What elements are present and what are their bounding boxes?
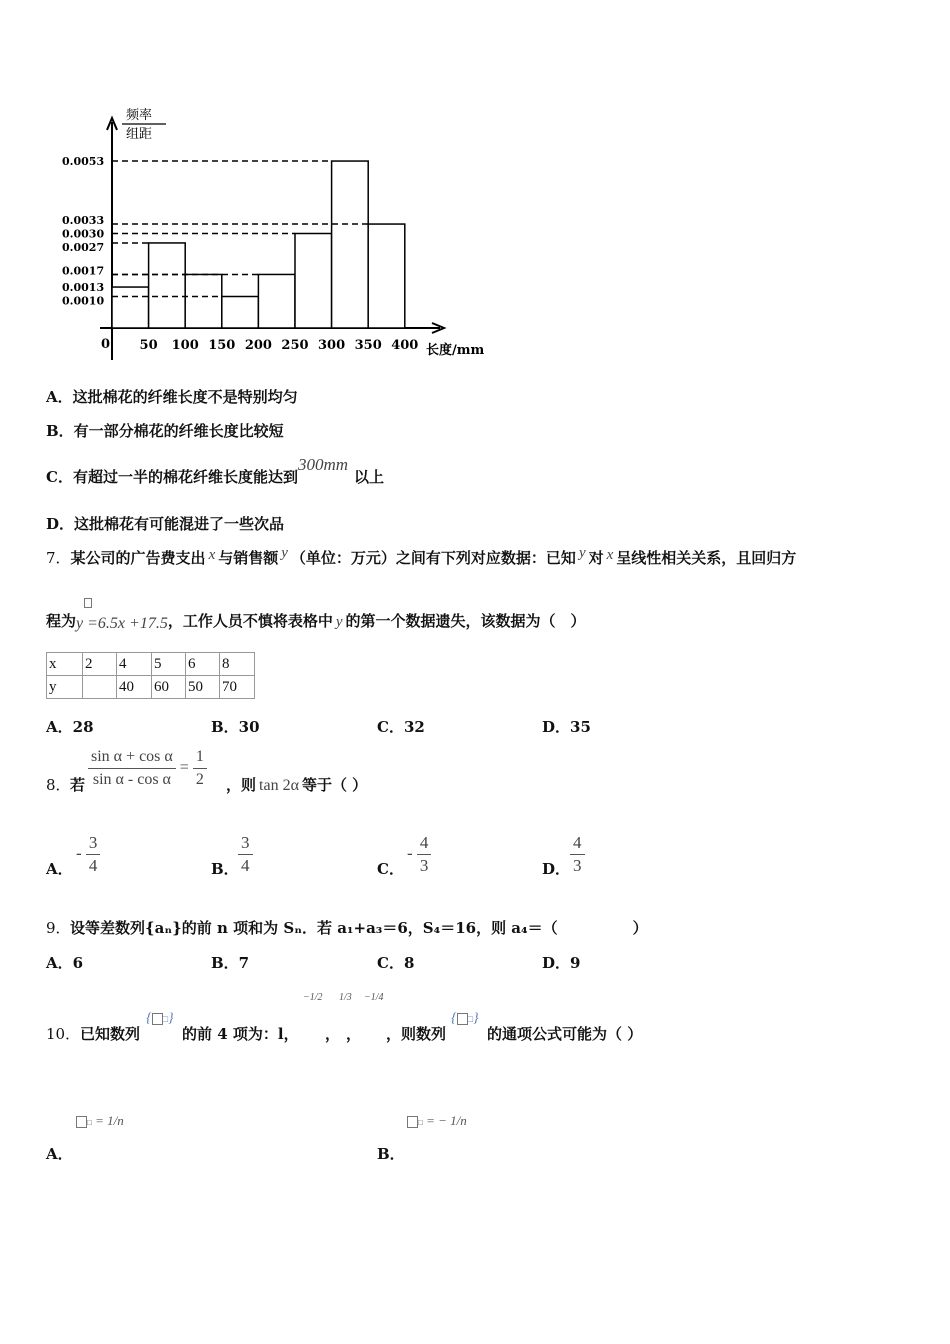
placeholder-icon [76,1116,87,1128]
q8-option-b-top: 3 [238,832,253,855]
histogram-bar [185,274,222,328]
q10-option-b-formula: □ = − 1/n [407,1113,467,1129]
q10-text4: 的通项公式可能为（ ） [487,1025,643,1043]
q8-rhs-top: 1 [193,746,207,769]
q8-option-a-top: 3 [86,832,101,855]
q8-option-a-label: A． [46,860,73,878]
q7-var-y: y [281,545,288,561]
q10-term2: −1/2 [303,992,323,1003]
q7-text4: 对 [588,549,604,567]
q8-option-a-value [76,832,100,877]
table-cell: 5 [152,653,186,676]
q8-option-d-bottom: 3 [573,856,582,875]
q7-text1: 某公司的广告费支出 [70,549,206,567]
y-tick-label: 0.0013 [62,281,105,295]
q9-option-a: A．6 [46,954,84,972]
y-tick-label: 0.0053 [62,155,105,169]
table-cell: 50 [186,676,220,699]
q7-text2: 与销售额 [218,549,279,567]
table-cell: 4 [117,653,152,676]
x-axis-label: 长度/mm [426,343,485,358]
origin-label: 0 [101,337,111,352]
q6-option-c-text: C．有超过一半的棉花纤维长度能达到 [46,468,298,486]
table-cell: 40 [117,676,152,699]
q8-rest [226,774,367,795]
x-tick-label: 150 [208,338,236,353]
q10-option-a-formula: □ = 1/n [76,1113,124,1129]
q7-option-c: C．32 [377,718,425,736]
q6-option-a: A．这批棉花的纤维长度不是特别均匀 [46,388,298,406]
q10-number: 10． [46,1025,81,1043]
q8-option-d-value [570,832,585,877]
q9-option-b: B．7 [211,954,250,972]
histogram-chart [0,0,950,380]
table-row [47,653,255,676]
q7-line2-pre: 程为 [46,612,77,630]
q8-option-a-bottom: 4 [88,856,98,875]
q10-text2: 的前 4 项为：l， [182,1025,299,1043]
q10-sep1: ， [325,1025,341,1043]
q7-text3: （单位：万元）之间有下列对应数据：已知 [290,549,576,567]
y-tick-label: 0.0033 [62,214,105,228]
q10-option-a-rhs: = 1/n [95,1113,124,1128]
q7-line2-post: 的第一个数据遗失，该数据为（ ） [345,612,586,630]
q7-var-y3: y [335,614,343,630]
q9-number: 9． [46,919,71,937]
q8-option-c-sign: - [407,843,413,863]
yhat-mark-icon [84,597,92,608]
q7-var-x2: x [606,547,614,563]
q6-option-d: D．这批棉花有可能混进了一些次品 [46,515,285,533]
q10-term3: 1/3 [339,992,352,1003]
y-tick-label: 0.0010 [62,294,105,308]
q7-option-d: D．35 [542,718,591,736]
x-tick-label: 250 [281,338,309,353]
placeholder-icon [407,1116,418,1128]
q8-number: 8． [46,776,71,794]
x-tick-label: 100 [171,338,199,353]
histogram-bar [112,287,149,328]
q10-option-b-rhs: = − 1/n [426,1113,467,1128]
q8-option-c-top: 4 [417,832,432,855]
table-row [47,676,255,699]
q6-option-b: B．有一部分棉花的纤维长度比较短 [46,422,284,440]
y-axis-label-top: 频率 [126,108,153,123]
table-cell: x [47,653,83,676]
q8-option-b-bottom: 4 [241,856,250,875]
q7-stem-line2 [46,610,586,631]
histogram-bar [222,297,259,329]
table-cell: 70 [220,676,255,699]
histogram-bar [258,274,295,328]
q8-tan: tan 2α [259,777,299,794]
sequence-symbol-icon: { □} [146,1011,174,1026]
table-cell: 60 [152,676,186,699]
q8-option-c-bottom: 3 [419,856,429,875]
q10-term4: −1/4 [364,992,384,1003]
table-cell: 8 [220,653,255,676]
q9-option-d: D．9 [542,954,581,972]
q7-number: 7． [46,549,71,567]
x-tick-label: 300 [318,338,346,353]
x-tick-label: 200 [244,338,272,353]
q10-option-b-label: B． [377,1145,405,1163]
q10-text3: ，则数列 [386,1025,447,1043]
q8-text2: ，则 [226,776,257,794]
q8-equals: = [179,759,189,777]
q7-data-table [46,652,255,699]
q8-numerator: sin α + cos α [88,746,176,769]
table-cell: 6 [186,653,220,676]
histogram-bar [295,234,332,329]
q7-text5: 呈线性相关关系，且回归方 [616,549,797,567]
x-tick-label: 50 [139,338,158,353]
y-tick-label: 0.0030 [62,227,105,241]
q10-text1: 已知数列 [80,1025,141,1043]
q8-fraction [88,746,207,791]
q8-option-d-top: 4 [570,832,585,855]
y-axis-label-bottom: 组距 [126,127,153,142]
q7-var-x: x [208,547,216,563]
y-tick-label: 0.0027 [62,240,105,254]
y-tick-label: 0.0017 [62,264,105,278]
table-cell: y [47,676,83,699]
q8-option-b-value [238,832,253,877]
q7-option-b: B．30 [211,718,260,736]
q8-option-c-label: C． [377,860,404,878]
q8-option-c-value [407,832,431,877]
x-tick-label: 400 [391,338,419,353]
x-tick-label: 350 [354,338,382,353]
histogram-bar [332,161,369,328]
q8-option-a-sign: - [76,843,82,863]
histogram-bar [149,243,186,328]
table-cell [83,676,117,699]
q8-text3: 等于（ ） [301,776,368,794]
q7-regression-eq: y =6.5x +17.5 [76,615,168,632]
q6-option-c-math: 300mm [297,455,349,474]
q7-var-y2: y [578,545,586,561]
q6-option-c [46,455,385,487]
q7-stem-line1 [46,547,796,568]
histogram-bar [368,224,405,328]
q6-option-c-post: 以上 [354,468,385,486]
q8-text: 若 [70,776,86,794]
q8-rhs-bottom: 2 [195,771,204,788]
sequence-symbol-icon-2: { □} [451,1011,479,1026]
q10-sep2: ， [346,1025,362,1043]
q7-line2-mid: ，工作人员不慎将表格中 [167,612,333,630]
q7-option-a: A．28 [46,718,94,736]
q8-option-d-label: D． [542,860,571,878]
q8-denominator: sin α - cos α [92,771,171,788]
q9-stem: 设等差数列{aₙ}的前 n 项和为 Sₙ．若 a₁+a₃＝6，S₄＝16，则 a₄＝（ ） [70,919,648,937]
q9-option-c: C．8 [377,954,415,972]
q10-option-a-label: A． [46,1145,73,1163]
q8-option-b-label: B． [211,860,239,878]
table-cell: 2 [83,653,117,676]
